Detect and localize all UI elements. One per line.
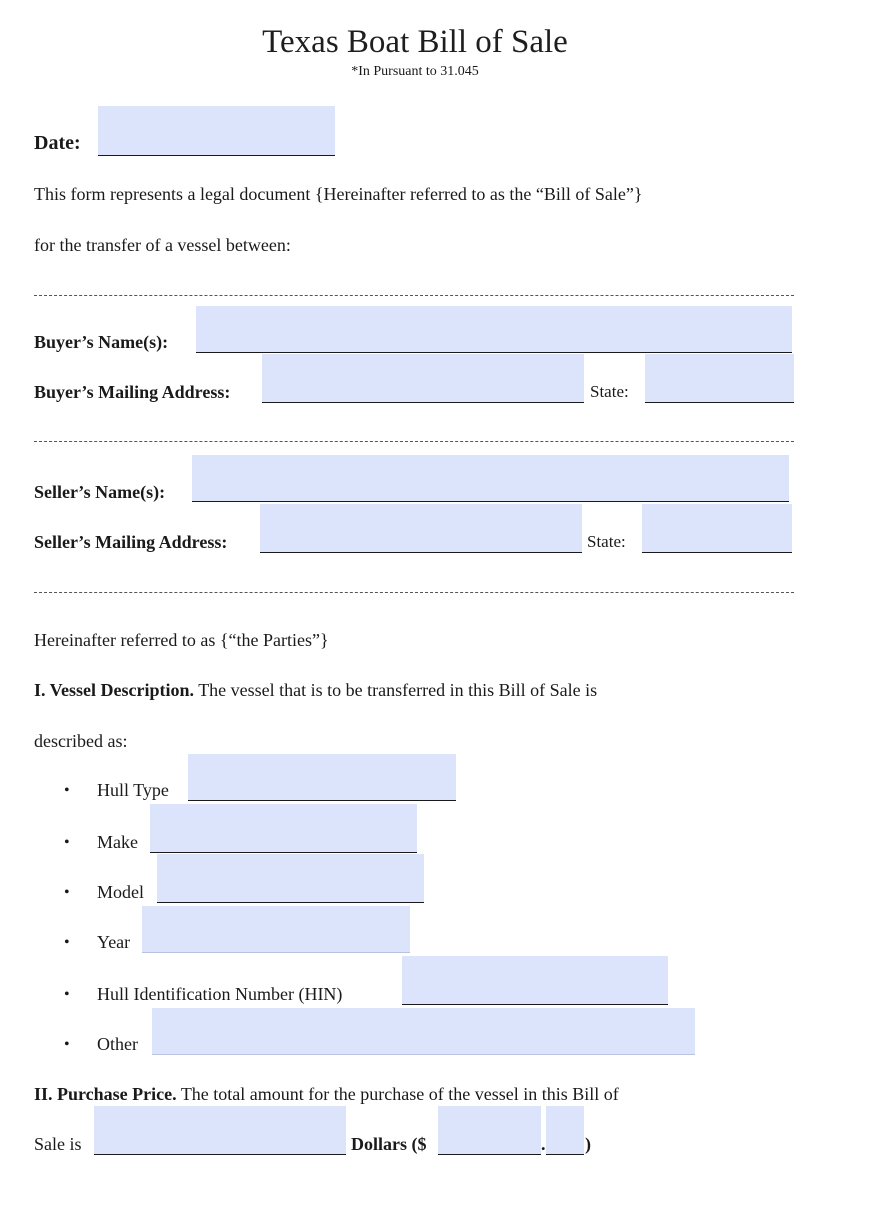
date-label: Date: <box>34 132 81 154</box>
sale-is-label: Sale is <box>34 1134 82 1154</box>
seller-state-field[interactable] <box>642 504 792 553</box>
model-field[interactable] <box>157 854 424 903</box>
buyer-name-label-text: Buyer’s Name(s): <box>34 332 169 352</box>
seller-address-label: Seller’s Mailing Address: <box>34 532 228 552</box>
vessel-description-paragraph <box>34 680 597 701</box>
bullet: • <box>64 884 70 901</box>
buyer-name-label <box>34 332 168 353</box>
intro-line-2: for the transfer of a vessel between: <box>34 235 291 255</box>
hull-type-label: Hull Type <box>97 780 169 800</box>
bullet: • <box>64 782 70 799</box>
document-subtitle: *In Pursuant to 31.045 <box>351 64 479 79</box>
price-cents-field[interactable] <box>546 1106 584 1155</box>
make-field[interactable] <box>150 804 417 853</box>
year-label: Year <box>97 932 131 952</box>
hin-field[interactable] <box>402 956 668 1005</box>
bullet: • <box>64 1036 70 1053</box>
seller-name-field[interactable] <box>192 455 789 502</box>
divider <box>34 592 794 593</box>
bullet: • <box>64 986 70 1003</box>
seller-name-label: Seller’s Name(s): <box>34 482 166 502</box>
price-dollars-field[interactable] <box>438 1106 541 1155</box>
vessel-heading: I. Vessel Description. <box>34 680 195 700</box>
divider <box>34 295 794 296</box>
bullet: • <box>64 834 70 851</box>
seller-state-label: State: <box>587 532 626 551</box>
buyer-state-label: State: <box>590 382 629 401</box>
year-field[interactable] <box>142 906 410 953</box>
buyer-state-field[interactable] <box>645 354 794 403</box>
price-words-field[interactable] <box>94 1106 346 1155</box>
purchase-price-text: The total amount for the purchase of the vessel in this Bill of <box>176 1084 619 1104</box>
bullet: • <box>64 934 70 951</box>
model-label: Model <box>97 882 144 902</box>
purchase-price-heading: II. Purchase Price. <box>34 1084 177 1104</box>
seller-address-field[interactable] <box>260 504 582 553</box>
date-field[interactable] <box>98 106 335 156</box>
purchase-price-paragraph <box>34 1084 619 1105</box>
document-title: Texas Boat Bill of Sale <box>262 24 568 60</box>
hull-type-field[interactable] <box>188 754 456 801</box>
decimal-point: . <box>541 1134 546 1154</box>
parties-text: Hereinafter referred to as {“the Parties”} <box>34 630 329 650</box>
buyer-address-field[interactable] <box>262 354 584 403</box>
intro-line-1: This form represents a legal document {Hereinafter referred to as the “Bill of Sale”} <box>34 184 643 204</box>
buyer-name-field[interactable] <box>196 306 792 353</box>
make-label: Make <box>97 832 138 852</box>
vessel-text-2: described as: <box>34 731 128 751</box>
buyer-address-label: Buyer’s Mailing Address: <box>34 382 231 402</box>
other-label: Other <box>97 1034 138 1054</box>
hin-label: Hull Identification Number (HIN) <box>97 984 343 1004</box>
dollars-label: Dollars ($ <box>351 1134 427 1154</box>
other-field[interactable] <box>152 1008 695 1055</box>
divider <box>34 441 794 442</box>
close-paren: ) <box>585 1134 591 1154</box>
vessel-text: The vessel that is to be transferred in this Bill of Sale is <box>194 680 598 700</box>
